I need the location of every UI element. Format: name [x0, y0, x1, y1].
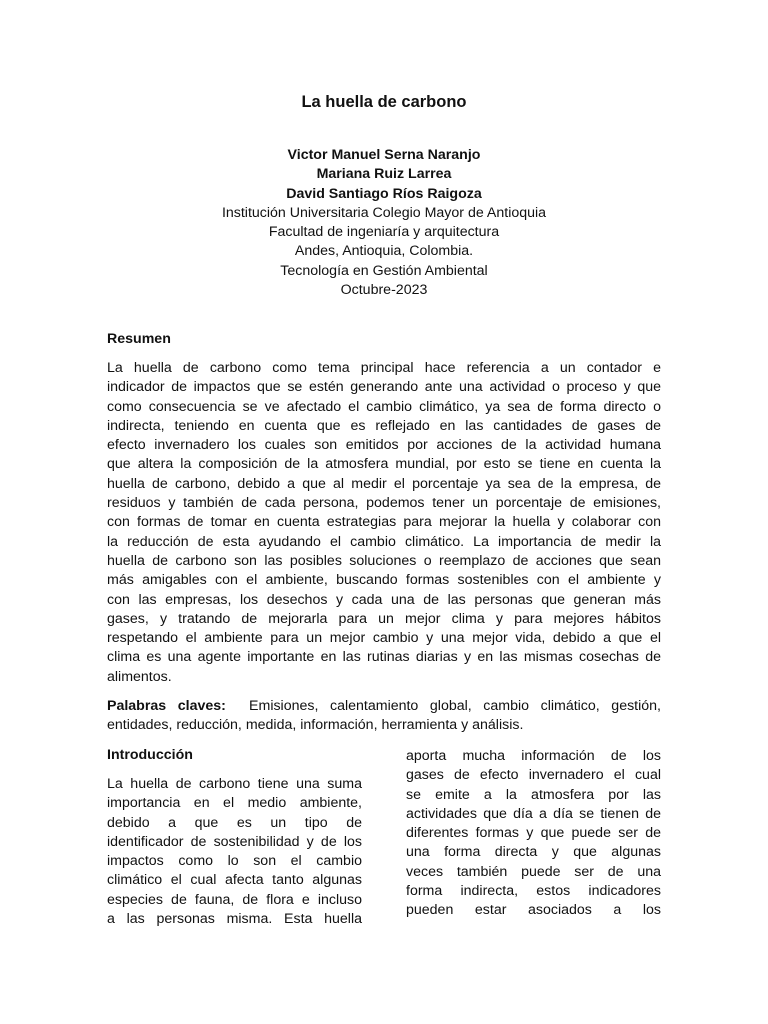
abstract-line: huella de carbono son las posibles soluciones o reemplazo de acciones que sean: [107, 552, 661, 569]
abstract-line: más amigables con el ambiente, buscando formas sostenibles con el ambiente y: [107, 572, 661, 589]
intro-line: una forma directa y que algunas: [406, 844, 661, 861]
abstract-line: clima es una agente importante en las rutinas diarias y en las mismas cosechas de: [107, 649, 661, 666]
intro-line: identificador de sostenibilidad y de los: [107, 833, 362, 850]
author-block: [0, 146, 768, 300]
date-line: Octubre-2023: [340, 282, 428, 299]
intro-right-column: [406, 747, 661, 921]
intro-line: debido a que es un tipo de: [107, 814, 362, 831]
intro-line: veces también puede ser de una: [406, 863, 661, 880]
intro-line: especies de fauna, de flora e incluso: [107, 891, 362, 908]
abstract-line: con formas de tomar en cuenta estrategias para mejorar la huella y colaborar con: [107, 514, 661, 531]
intro-line: a las personas misma. Esta huella: [107, 911, 362, 928]
affiliation-line: Facultad de ingeniaría y arquitectura: [268, 224, 500, 241]
intro-line: importancia en el medio ambiente,: [107, 795, 362, 812]
intro-line: pueden estar asociados a los: [406, 902, 661, 919]
keywords-label: Palabras claves:: [107, 698, 226, 714]
paper-title: La huella de carbono: [301, 93, 467, 111]
intro-line: actividades que día a día se tienen de: [406, 805, 661, 822]
abstract-line: con las empresas, los desechos y cada una de las personas que generan más: [107, 591, 661, 608]
affiliation-line: Tecnología en Gestión Ambiental: [280, 262, 488, 279]
abstract-line: alimentos.: [107, 668, 172, 685]
author-name: Victor Manuel Serna Naranjo: [287, 147, 481, 163]
abstract-line: huella de carbono, debido a que al medir el porcentaje ya sea de la empresa, de: [107, 475, 661, 492]
abstract-line: la reducción de esta ayudando el cambio climático. La importancia de medir la: [107, 533, 661, 550]
intro-line: gases de efecto invernadero el cual: [406, 767, 661, 784]
affiliation-line: Andes, Antioquia, Colombia.: [294, 243, 474, 260]
author-name: Mariana Ruiz Larrea: [316, 166, 452, 183]
intro-line: diferentes formas y que puede ser de: [406, 825, 661, 842]
intro-line: impactos como lo son el cambio: [107, 853, 362, 870]
abstract-line: como consecuencia se ve afectado el cambio climático, ya sea de forma directo o: [107, 398, 661, 415]
intro-line: forma indirecta, estos indicadores: [406, 883, 661, 900]
abstract-line: La huella de carbono como tema principal hace referencia a un contador e: [107, 360, 661, 376]
intro-line: se emite a la atmosfera por las: [406, 786, 661, 803]
keywords-block: [107, 697, 661, 736]
abstract-line: residuos y también de cada persona, podemos tener un porcentaje de emisiones,: [107, 495, 661, 512]
abstract-line: indicador de impactos que se estén generando ante una actividad o proceso y que: [107, 379, 661, 396]
intro-line: La huella de carbono tiene una suma: [107, 776, 362, 792]
keywords-line: entidades, reducción, medida, información, herramienta y análisis.: [107, 717, 524, 734]
keywords-line: [107, 697, 661, 716]
abstract-line: que altera la composición de la atmosfera mundial, por esto se tiene en cuenta la: [107, 456, 661, 473]
abstract-line: indirecta, teniendo en cuenta que es reflejado en las cantidades de gases de: [107, 417, 661, 434]
affiliation-line: Institución Universitaria Colegio Mayor de Antioquia: [221, 204, 547, 221]
author-name: David Santiago Ríos Raigoza: [286, 185, 482, 202]
abstract-line: efecto invernadero los cuales son emitidos por acciones de la actividad humana: [107, 437, 661, 454]
abstract-line: gases, y tratando de mejorarla para un mejor clima y para mejores hábitos: [107, 610, 661, 627]
introduction-heading: Introducción: [107, 747, 193, 763]
abstract-heading: Resumen: [107, 331, 171, 347]
intro-line: climático el cual afecta tanto algunas: [107, 872, 362, 889]
keywords-text: Emisiones, calentamiento global, cambio climático, gestión,: [249, 698, 662, 714]
intro-left-column: [107, 775, 362, 929]
abstract-body: [107, 359, 661, 687]
intro-line: aporta mucha información de los: [406, 748, 661, 764]
abstract-line: respetando el ambiente para un mejor cambio y una mejor vida, debido a que el: [107, 630, 661, 647]
